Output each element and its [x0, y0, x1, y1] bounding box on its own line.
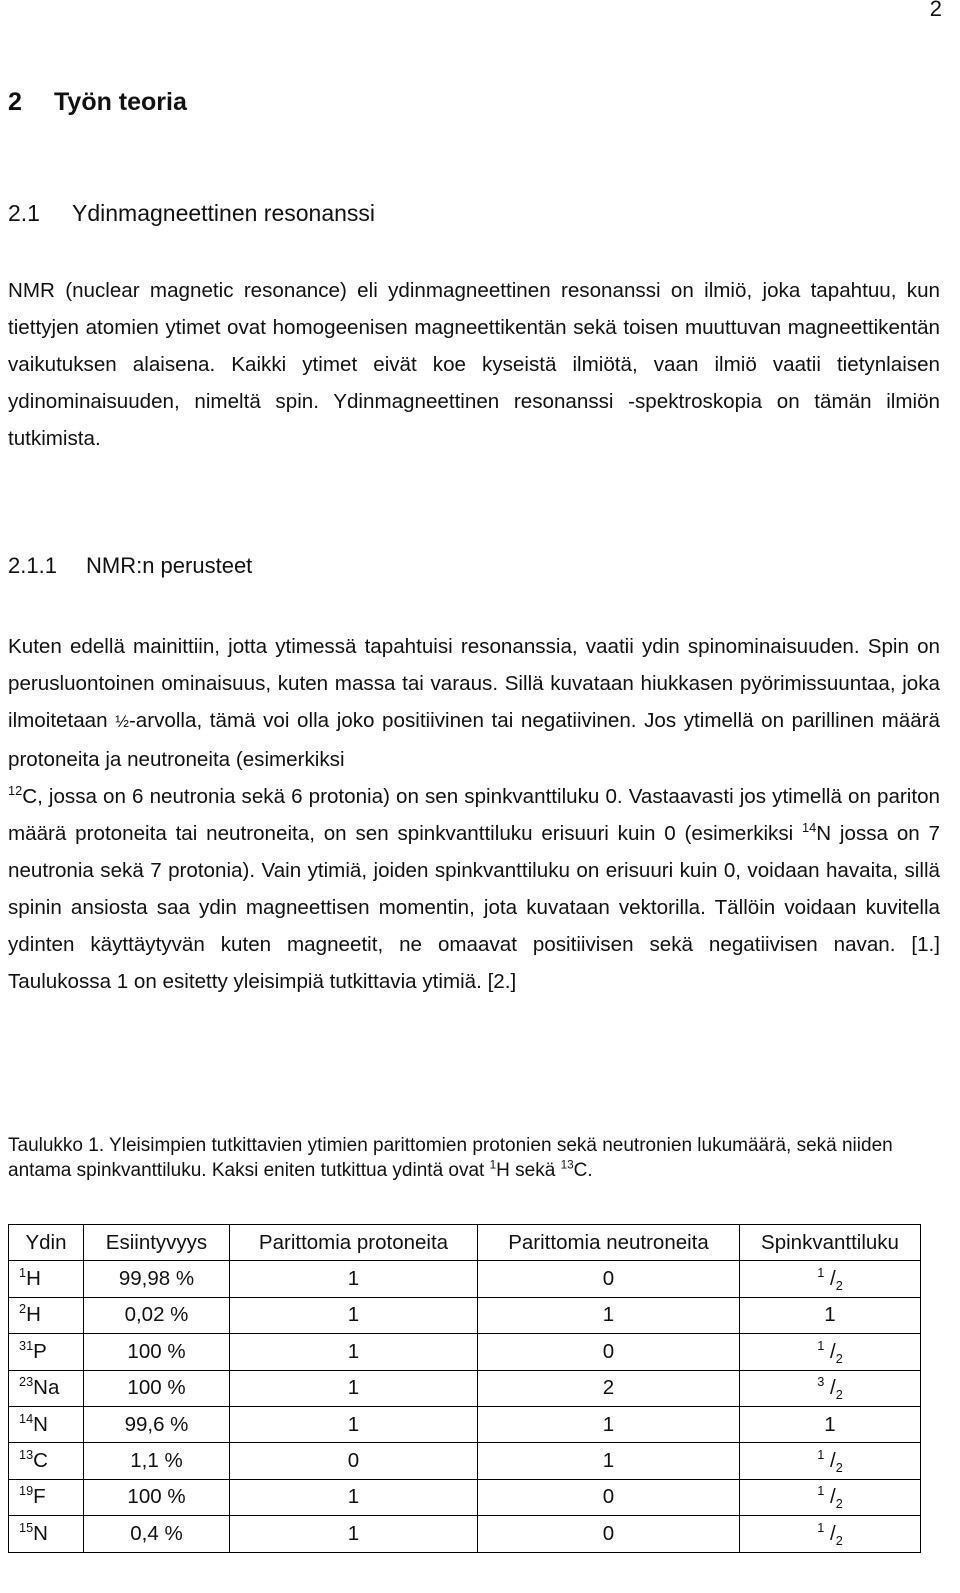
spin-cell: [740, 1261, 921, 1297]
section-number: 2.1: [8, 200, 40, 226]
mass-number: 13: [19, 1447, 34, 1463]
mass-number-superscript: 14: [802, 820, 817, 836]
spin-cell: [740, 1297, 921, 1333]
table-row: [9, 1261, 921, 1297]
mass-number: 15: [19, 1519, 34, 1535]
nucleus-cell: [9, 1516, 84, 1552]
spin-numerator: 3: [817, 1374, 825, 1390]
nucleus-cell: [9, 1406, 84, 1442]
spin-cell: [740, 1334, 921, 1370]
chapter-heading: [8, 88, 187, 117]
element-symbol: N: [33, 1412, 48, 1436]
spin-cell: [740, 1370, 921, 1406]
abundance-cell: 1,1 %: [84, 1443, 230, 1479]
abundance-cell: 0,4 %: [84, 1516, 230, 1552]
odd-neutrons-cell: 0: [478, 1516, 740, 1552]
intro-paragraph: NMR (nuclear magnetic resonance) eli ydinmagneettinen resonanssi on ilmiö, joka tapahtuu, kun tiettyjen atomien ytimet ovat homogeenisen magneettikentän sekä toisen muuttuvan magneettikentän vaikutuksen alaisena. Kaikki ytimet eivät koe kyseistä ilmiötä, vaan ilmiö vaatii tietynlaisen ydinominaisuuden, nimeltä spin. Ydinmagneettinen resonanssi -spektroskopia on tämän ilmiön tutkimista.: [8, 279, 940, 450]
column-header: Spinkvanttiluku: [740, 1225, 921, 1261]
table-row: [9, 1406, 921, 1442]
spin-value: /: [824, 1267, 836, 1291]
subsection-heading: [8, 553, 252, 579]
odd-protons-cell: 1: [230, 1406, 478, 1442]
odd-neutrons-cell: 0: [478, 1261, 740, 1297]
odd-protons-cell: 1: [230, 1261, 478, 1297]
column-header: Esiintyvyys: [84, 1225, 230, 1261]
odd-neutrons-cell: 2: [478, 1370, 740, 1406]
table-row: [9, 1479, 921, 1515]
element-symbol: H: [26, 1303, 41, 1327]
abundance-cell: 100 %: [84, 1479, 230, 1515]
table-row: [9, 1334, 921, 1370]
spin-numerator: 1: [817, 1265, 825, 1281]
section-heading: [8, 200, 375, 227]
mass-number: 23: [19, 1374, 34, 1390]
nucleus-cell: [9, 1443, 84, 1479]
mass-number-superscript: 1: [489, 1158, 497, 1172]
spin-numerator: 1: [817, 1483, 825, 1499]
odd-neutrons-cell: 1: [478, 1443, 740, 1479]
abundance-cell: 0,02 %: [84, 1297, 230, 1333]
odd-neutrons-cell: 1: [478, 1297, 740, 1333]
element-symbol: P: [33, 1339, 47, 1363]
spin-denominator: 2: [835, 1496, 843, 1512]
spin-cell: [740, 1516, 921, 1552]
subsection-number: 2.1.1: [8, 553, 57, 578]
mass-number: 14: [19, 1410, 34, 1426]
odd-neutrons-cell: 0: [478, 1334, 740, 1370]
spin-denominator: 2: [835, 1350, 843, 1366]
odd-protons-cell: 1: [230, 1516, 478, 1552]
nuclei-table: [8, 1224, 921, 1553]
caption-text: Taulukko 1. Yleisimpien tutkittavien ytimien parittomien protonien sekä neutronien lukumäärä, sekä niiden antama spinkvanttiluku. Kaksi eniten tutkittua ydintä ovat: [8, 1135, 893, 1181]
chapter-title: Työn teoria: [54, 88, 187, 116]
odd-neutrons-cell: 1: [478, 1406, 740, 1442]
spin-numerator: 1: [817, 1338, 825, 1354]
odd-neutrons-cell: 0: [478, 1479, 740, 1515]
nucleus-cell: [9, 1261, 84, 1297]
abundance-cell: 99,98 %: [84, 1261, 230, 1297]
mass-number: 1: [19, 1265, 27, 1281]
text-run: C, jossa on 6 neutronia sekä 6 protonia) on sen spinkvanttiluku 0. Vastaavasti jos ytimellä on pariton määrä protoneita tai neutroneita, on sen spinkvanttiluku erisuuri kuin 0 (esimerkiksi: [8, 785, 940, 845]
text-run: Kuten edellä mainittiin, jotta ytimessä tapahtuisi resonanssia, vaatii ydin spinominaisuuden. Spin on perusluontoinen ominaisuus, kuten massa tai varaus. Sillä kuvataan hiukkasen pyörimissuuntaa, joka ilmoitetaan: [8, 635, 940, 732]
nucleus-cell: [9, 1479, 84, 1515]
column-header: Parittomia protoneita: [230, 1225, 478, 1261]
nucleus-cell: [9, 1297, 84, 1333]
table-row: [9, 1516, 921, 1552]
spin-value: 1: [824, 1412, 836, 1436]
spin-numerator: 1: [817, 1447, 825, 1463]
spin-cell: [740, 1406, 921, 1442]
element-symbol: F: [33, 1485, 46, 1509]
mass-number: 2: [19, 1301, 27, 1317]
spin-value: /: [824, 1449, 836, 1473]
subsection-title: NMR:n perusteet: [86, 553, 253, 578]
half-symbol: ½: [115, 713, 129, 731]
column-header: Parittomia neutroneita: [478, 1225, 740, 1261]
odd-protons-cell: 0: [230, 1443, 478, 1479]
table-row: [9, 1370, 921, 1406]
section-title: Ydinmagneettinen resonanssi: [72, 200, 376, 226]
odd-protons-cell: 1: [230, 1479, 478, 1515]
nucleus-cell: [9, 1334, 84, 1370]
spin-value: /: [824, 1376, 836, 1400]
table-row: [9, 1443, 921, 1479]
nucleus-cell: [9, 1370, 84, 1406]
mass-number-superscript: 12: [8, 783, 23, 799]
table-header-row: [9, 1225, 921, 1261]
mass-number: 31: [19, 1338, 34, 1354]
element-symbol: N: [33, 1521, 48, 1545]
abundance-cell: 99,6 %: [84, 1406, 230, 1442]
element-symbol: C: [33, 1449, 48, 1473]
odd-protons-cell: 1: [230, 1334, 478, 1370]
mass-number: 19: [19, 1483, 34, 1499]
column-header: Ydin: [9, 1225, 84, 1261]
spin-value: 1: [824, 1303, 836, 1327]
mass-number-superscript: 13: [560, 1158, 574, 1172]
abundance-cell: 100 %: [84, 1334, 230, 1370]
table-caption: [8, 1133, 940, 1183]
spin-numerator: 1: [817, 1519, 825, 1535]
spin-denominator: 2: [835, 1460, 843, 1476]
page-number: 2: [929, 0, 942, 21]
text-run: N jossa on 7 neutronia sekä 7 protonia). Vain ytimiä, joiden spinkvanttiluku on erisuuri kuin 0, voidaan havaita, sillä spinin ansiosta saa ydin magneettisen momentin, jota kuvataan vektorilla. Tällöin voidaan kuvitella ydinten käyttäytyvän kuten magneetit, ne omaavat positiivisen sekä negatiivisen navan. [1.] Taulukossa 1 on esitetty yleisimpiä tutkittavia ytimiä. [2.]: [8, 822, 940, 993]
spin-cell: [740, 1479, 921, 1515]
chapter-number: 2: [8, 88, 22, 116]
spin-cell: [740, 1443, 921, 1479]
odd-protons-cell: 1: [230, 1297, 478, 1333]
abundance-cell: 100 %: [84, 1370, 230, 1406]
element-symbol: Na: [33, 1376, 60, 1400]
spin-denominator: 2: [835, 1532, 843, 1548]
spin-denominator: 2: [835, 1278, 843, 1294]
table-row: [9, 1297, 921, 1333]
spin-value: /: [824, 1339, 836, 1363]
caption-text: C.: [573, 1160, 593, 1181]
caption-text: H sekä: [496, 1160, 561, 1181]
spin-denominator: 2: [835, 1387, 843, 1403]
odd-protons-cell: 1: [230, 1370, 478, 1406]
nmr-basics-paragraph: [8, 628, 940, 1000]
element-symbol: H: [26, 1267, 41, 1291]
spin-value: /: [824, 1485, 836, 1509]
text-run: -arvolla, tämä voi olla joko positiivinen tai negatiivinen. Jos ytimellä on parillinen määrä protoneita ja neutroneita (esimerkiksi: [8, 709, 940, 771]
spin-value: /: [824, 1521, 836, 1545]
